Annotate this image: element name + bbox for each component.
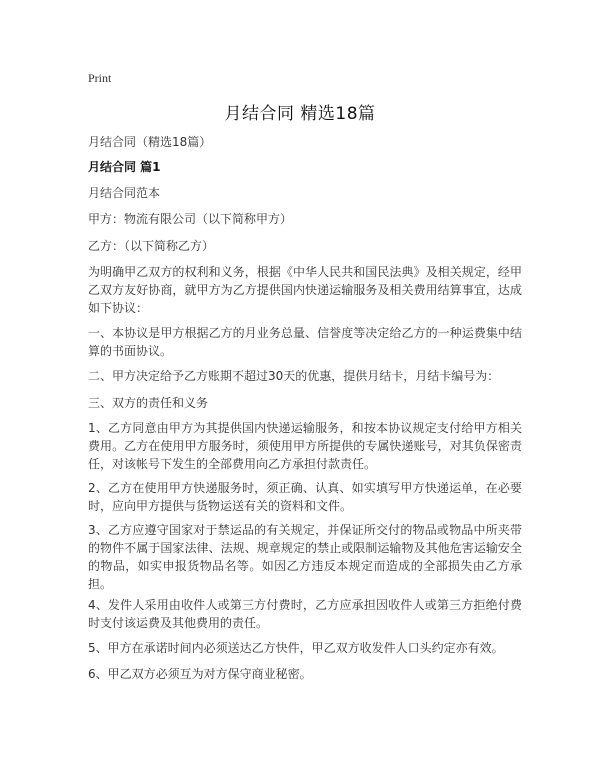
paragraph-item-5: 5、甲方在承诺时间内必须送达乙方快件，甲乙双方收发件人口头约定亦有效。 xyxy=(88,641,504,655)
paragraph-item-2: 2、乙方在使用甲方快递服务时，须正确、认真、如实填写甲方快递运单，在必要时，应向甲方提供与货物运送有关的资料和文件。 xyxy=(88,481,522,513)
section-heading: 月结合同 篇1 xyxy=(88,160,161,174)
page-title: 月结合同 精选18篇 xyxy=(224,104,376,124)
paragraph-item-1: 1、乙方同意由甲方为其提供国内快递运输服务，和按本协议规定支付给甲方相关费用。乙方在使用甲方服务时，须使用甲方所提供的专属快递账号，对其负保密责任，对该帐号下发生的全部费用向乙方承担付款责任。 xyxy=(88,421,522,471)
paragraph-intro: 为明确甲乙双方的权利和义务，根据《中华人民共和国民法典》及相关规定，经甲乙双方友好协商，就甲方为乙方提供国内快递运输服务及相关费用结算事宜，达成如下协议： xyxy=(88,265,522,315)
paragraph-party-a: 甲方：物流有限公司（以下简称甲方） xyxy=(88,212,293,226)
paragraph-party-b: 乙方：（以下简称乙方） xyxy=(88,239,215,253)
paragraph-contract-name: 月结合同范本 xyxy=(88,186,161,200)
paragraph-item-3: 3、乙方应遵守国家对于禁运品的有关规定，并保证所交付的物品或物品中所夹带的物件不属于国家法律、法规、规章规定的禁止或限制运输物及其他危害运输安全的物品，如实申报货物品名等。如因乙方违反本规定而造成的全部损失由乙方承担。 xyxy=(88,523,522,591)
paragraph-item-4: 4、发件人采用由收件人或第三方付费时，乙方应承担因收件人或第三方拒绝付费时支付该运费及其他费用的责任。 xyxy=(88,598,522,630)
paragraph-clause-2: 二、甲方决定给予乙方账期不超过30天的优惠，提供月结卡，月结卡编号为： xyxy=(88,369,500,383)
print-label[interactable]: Print xyxy=(88,71,112,85)
document-subtitle: 月结合同（精选18篇） xyxy=(88,135,212,149)
paragraph-item-6: 6、甲乙双方必须互为对方保守商业秘密。 xyxy=(88,667,312,681)
paragraph-clause-3: 三、双方的责任和义务 xyxy=(88,396,209,410)
paragraph-clause-1: 一、本协议是甲方根据乙方的月业务总量、信誉度等决定给乙方的一种运费集中结算的书面协议。 xyxy=(88,326,522,358)
